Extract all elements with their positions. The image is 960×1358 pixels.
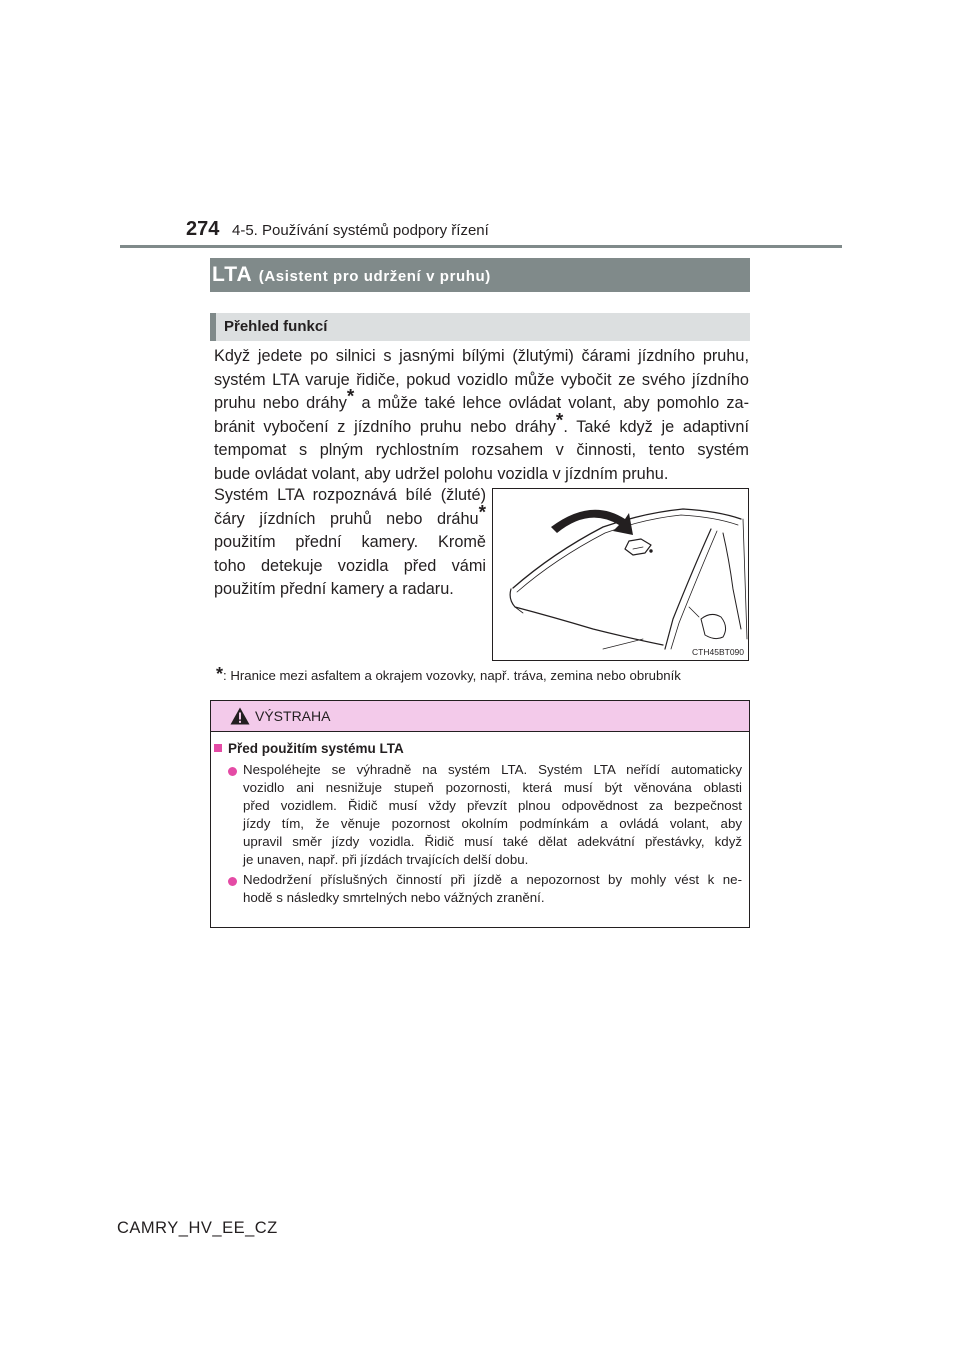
lta-heading-main: LTA [212, 263, 253, 286]
overview-heading-accent [210, 313, 216, 341]
warning-bullet: Nespoléhejte se výhradně na systém LTA. Systém LTA neřídí automaticky vozidlo ani nesnižuje stupeň pozornosti, která musí být věnována oblasti před vozidlem. Řidič musí vždy převzít plnou odpovědnost za bezpečnost jízdy tím, že věnuje pozornost okolním podmínkám a ovládá volant, aby upravil směr jízdy vozidla. Řidič musí také dělat adekvátní přestávky, když je unaven, např. při jízdách trvajících delší dobu. [243, 762, 742, 867]
figure-code: CTH45BT090 [692, 647, 744, 657]
text-line: použitím přední kamery. Kromě [214, 533, 486, 551]
footnote-star: * [555, 410, 564, 432]
lta-heading [212, 258, 491, 294]
windshield-camera-figure [492, 488, 749, 661]
intro-paragraph [214, 345, 749, 486]
warning-title: VÝSTRAHA [255, 708, 331, 724]
footer-code: CAMRY_HV_EE_CZ [117, 1219, 278, 1237]
bullet-dot-icon [228, 877, 237, 886]
text-line: bude ovládat volant, aby udržel polohu vozidla v jízdním pruhu. [214, 464, 669, 483]
footnote-star: * [216, 664, 224, 684]
header-rule [120, 245, 842, 248]
text-line: tempomat s plným rychlostním rozsahem v činnosti, tento systém [214, 441, 749, 459]
text-line: čáry jízdních pruhů nebo dráhu* [214, 502, 486, 528]
warning-bullet: Nedodržení příslušných činností při jízdě a nepozornost by mohly vést k ne- hodě s následky smrtelných nebo vážných zranění. [243, 872, 742, 905]
footnote [216, 664, 681, 685]
lta-heading-sub: (Asistent pro udržení v pruhu) [258, 268, 491, 285]
footnote-text: : Hranice mezi asfaltem a okrajem vozovky, např. tráva, zemina nebo obrubník [223, 668, 681, 683]
windshield-illustration [493, 489, 748, 660]
camera-paragraph [214, 484, 486, 602]
text-line: Systém LTA rozpoznává bílé (žluté) [214, 486, 486, 504]
section-title: 4-5. Používání systémů podpory řízení [232, 222, 489, 239]
footnote-star: * [478, 502, 486, 524]
warning-subheading: Před použitím systému LTA [214, 741, 404, 756]
text-line: Když jedete po silnici s jasnými bílými (žlutými) čárami jízdního pruhu, [214, 347, 749, 365]
warning-header [211, 701, 749, 732]
overview-heading: Přehled funkcí [224, 318, 328, 335]
text-line: bránit vybočení z jízdního pruhu nebo dráhy*. Také když je adaptivní [214, 410, 749, 436]
page-number: 274 [186, 218, 220, 240]
footnote-star: * [346, 386, 355, 408]
bullet-dot-icon [228, 767, 237, 776]
warning-triangle-icon [230, 707, 250, 725]
text-line: použitím přední kamery a radaru. [214, 580, 454, 598]
square-bullet-icon [214, 744, 222, 752]
text-line: pruhu nebo dráhy* a může také lehce ovládat volant, aby pomohlo za- [214, 386, 749, 412]
text-line: systém LTA varuje řidiče, pokud vozidlo může vybočit ze svého jízdního [214, 370, 749, 389]
text-line: toho detekuje vozidla před vámi [214, 556, 486, 575]
